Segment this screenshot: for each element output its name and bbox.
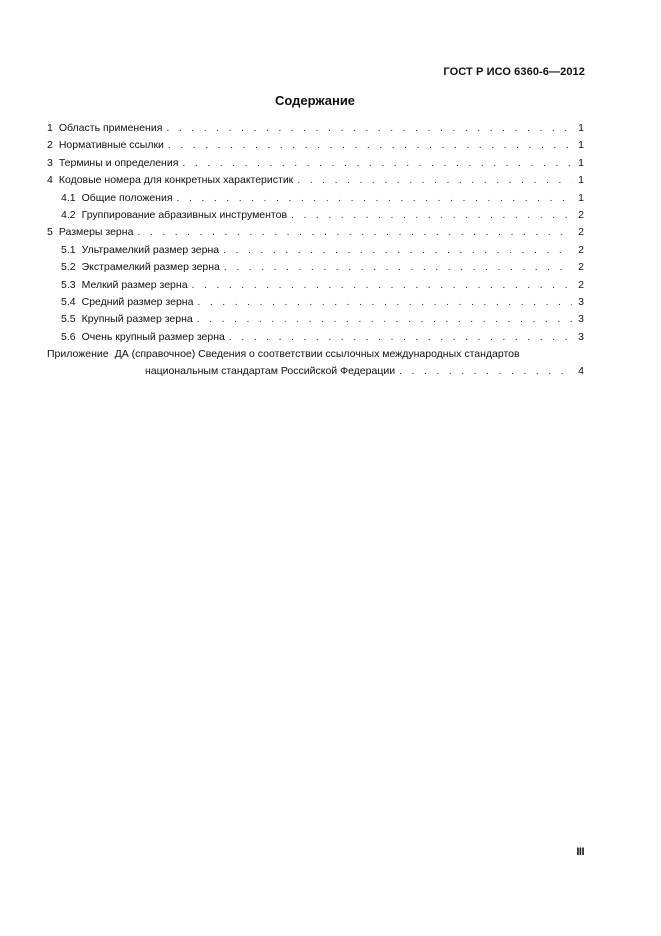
toc-entry-number: 3: [47, 156, 53, 169]
dot-leader: [291, 207, 572, 224]
dot-leader: [399, 363, 572, 380]
toc-entry-number: 5.2: [61, 261, 76, 274]
toc-entry-number: 5.4: [61, 295, 76, 308]
toc-entry[interactable]: [47, 242, 584, 259]
dot-leader: [166, 120, 572, 137]
toc-entry-number: 1: [47, 122, 53, 134]
dot-leader: [168, 137, 572, 154]
toc-entry[interactable]: [47, 172, 584, 189]
toc-entry-title: Средний размер зерна: [81, 295, 194, 308]
toc-entry[interactable]: [47, 137, 584, 154]
toc-page-number: 1: [578, 139, 584, 152]
toc-entry-number: 4.1: [61, 191, 76, 204]
toc-page-number: 2: [578, 278, 584, 291]
dot-leader: [137, 224, 572, 241]
toc-entry-title: Термины и определения: [58, 156, 179, 169]
toc-entry[interactable]: [47, 224, 584, 241]
toc-entry-title: Нормативные ссылки: [58, 139, 164, 152]
toc-entry-title: Кодовые номера для конкретных характеристик: [58, 174, 294, 187]
dot-leader: [177, 190, 572, 207]
dot-leader: [297, 172, 572, 189]
toc-page-number: 1: [578, 191, 584, 204]
toc-entry-title: Очень крупный размер зерна: [81, 330, 225, 343]
toc-entry-number: 4.2: [61, 208, 76, 221]
toc-page-number: 1: [578, 156, 584, 169]
toc-page-number: 1: [578, 122, 584, 134]
toc-entry[interactable]: [47, 207, 584, 224]
toc-entry[interactable]: [47, 329, 584, 346]
toc-entry[interactable]: [47, 120, 584, 137]
toc-entry-number: 2: [47, 139, 53, 152]
dot-leader: [223, 242, 572, 259]
toc-entry-title: Общие положения: [81, 191, 173, 204]
toc-entry-title: Экстрамелкий размер зерна: [81, 261, 220, 274]
appendix-title-line-1: ДА (справочное) Сведения о соответствии ссылочных международных стандартов: [114, 348, 520, 361]
toc-entry[interactable]: [47, 155, 584, 172]
dot-leader: [224, 259, 572, 276]
toc-entry-title: Крупный размер зерна: [81, 313, 193, 326]
appendix-prefix: Приложение: [47, 348, 109, 361]
toc-page-number: 2: [578, 208, 584, 221]
dot-leader: [192, 277, 572, 294]
toc-page-number: 4: [578, 365, 584, 378]
appendix-line-1: [47, 346, 584, 363]
toc-entry-title: Группирование абразивных инструментов: [81, 208, 288, 221]
dot-leader: [182, 155, 572, 172]
toc-entry-number: 5.1: [61, 243, 76, 256]
toc-entry-title: Мелкий размер зерна: [81, 278, 188, 291]
toc-page-number: 2: [578, 243, 584, 256]
toc-entry-number: 5.6: [61, 330, 76, 343]
dot-leader: [197, 294, 572, 311]
toc-entry-title: Размеры зерна: [58, 226, 134, 239]
document-code: ГОСТ Р ИСО 6360-6—2012: [443, 66, 585, 78]
toc-entries: [47, 120, 584, 346]
toc-entry[interactable]: [47, 259, 584, 276]
appendix-title-line-2: национальным стандартам Российской Федерации: [145, 365, 396, 378]
dot-leader: [229, 329, 572, 346]
toc-entry-number: 5: [47, 226, 53, 239]
toc-entry-number: 5.3: [61, 278, 76, 291]
toc-entry[interactable]: [47, 277, 584, 294]
toc-entry[interactable]: [47, 311, 584, 328]
table-of-contents: [47, 120, 584, 380]
toc-entry-number: 5.5: [61, 313, 76, 326]
toc-page-number: 3: [578, 330, 584, 343]
toc-page-number: 3: [578, 295, 584, 308]
toc-entry-title: Область применения: [58, 122, 163, 134]
toc-page-number: 1: [578, 174, 584, 187]
toc-page-number: 3: [578, 313, 584, 326]
toc-entry-title: Ультрамелкий размер зерна: [81, 243, 220, 256]
dot-leader: [197, 311, 572, 328]
toc-page-number: 2: [578, 261, 584, 274]
toc-entry[interactable]: [47, 190, 584, 207]
toc-entry[interactable]: [47, 294, 584, 311]
toc-title: Содержание: [274, 93, 356, 108]
toc-page-number: 2: [578, 226, 584, 239]
toc-entry-number: 4: [47, 174, 53, 187]
appendix-line-2: [47, 363, 584, 380]
toc-entry-appendix[interactable]: [47, 346, 584, 380]
page-number: III: [576, 846, 584, 858]
